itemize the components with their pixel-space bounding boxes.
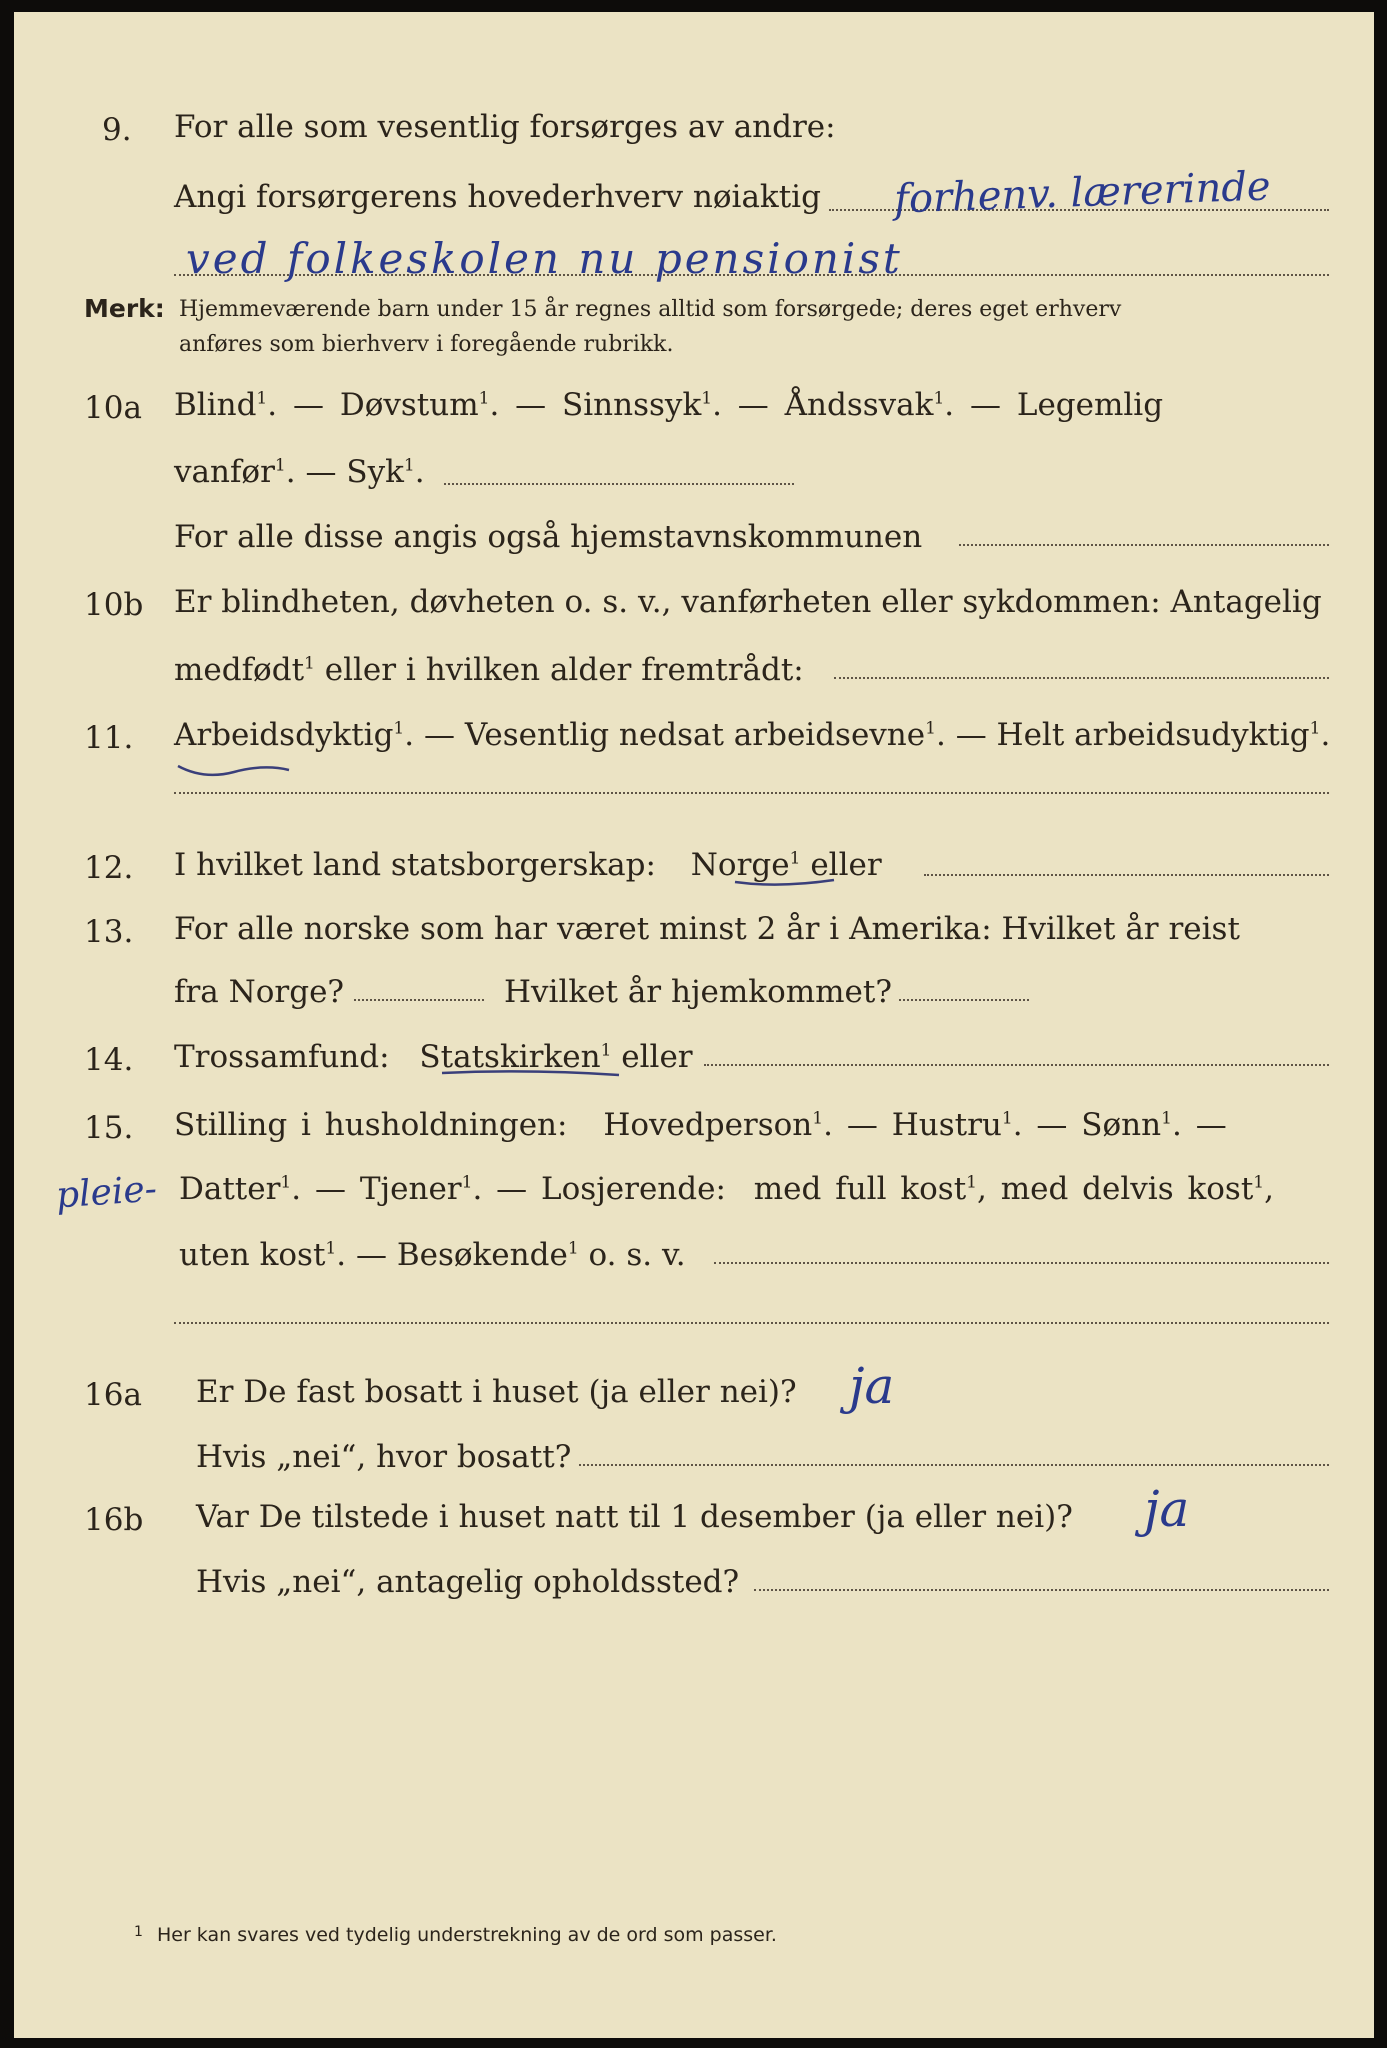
q16b-handwritten-answer: ja xyxy=(1144,1480,1190,1538)
q9-handwritten-answer-1: forhenv. lærerinde xyxy=(893,163,1272,223)
q14-underline-mark xyxy=(439,1065,624,1085)
merk-line2: anføres som bierhverv i foregående rubrikk. xyxy=(179,332,674,357)
q10a-line1: Blind$^1$. — Døvstum$^1$. — Sinnssyk$^1$. — Åndssvak$^1$. — Legemlig xyxy=(174,387,1164,423)
q12-number: 12. xyxy=(84,850,134,886)
merk-label: Merk: xyxy=(84,294,165,323)
option-udyktig: Helt arbeidsudyktig xyxy=(996,717,1310,753)
merk-line1: Hjemmeværende barn under 15 år regnes alltid som forsørgede; deres eget erhverv xyxy=(179,297,1122,322)
q16a-line1: Er De fast bosatt i huset (ja eller nei)? xyxy=(196,1374,797,1410)
q15-line1: Stilling i husholdningen: Hovedperson$^1$. — Hustru$^1$. — Sønn$^1$. — xyxy=(174,1107,1227,1143)
q11-number: 11. xyxy=(84,720,134,756)
q13-reist-line xyxy=(354,999,484,1001)
q16a-number: 16a xyxy=(84,1377,142,1413)
option-medfodt: medfødt xyxy=(174,652,305,688)
q13-fra-norge: fra Norge? xyxy=(174,974,345,1010)
q14-number: 14. xyxy=(84,1042,134,1078)
q15-answer-line-2 xyxy=(174,1322,1329,1324)
q16a-handwritten-answer: ja xyxy=(849,1357,895,1415)
q10b-line2: medfødt$^1$ eller i hvilken alder fremtrådt: xyxy=(174,652,804,688)
option-norge: Norge xyxy=(690,847,790,883)
q16b-number: 16b xyxy=(84,1502,144,1538)
q11-line: Arbeidsdyktig$^1$. — Vesentlig nedsat arbeidsevne$^1$. — Helt arbeidsudyktig$^1$. xyxy=(174,717,1331,753)
option-tjener: Tjener xyxy=(359,1171,462,1207)
q12-underline-mark xyxy=(729,874,839,894)
q14-line: Trossamfund: Statskirken$^1$ eller xyxy=(174,1039,693,1075)
q12-line: I hvilket land statsborgerskap: Norge$^1$ eller xyxy=(174,847,882,883)
q13-number: 13. xyxy=(84,914,134,950)
q13-line1: For alle norske som har været minst 2 år i Amerika: Hvilket år reist xyxy=(174,911,1240,947)
option-med-delvis-kost: med delvis kost xyxy=(1000,1171,1254,1207)
q16b-answer-line xyxy=(754,1589,1329,1591)
option-sinnssyk: Sinnssyk xyxy=(562,387,702,423)
q15-handwritten-prefix: pleie- xyxy=(54,1168,159,1217)
q10a-line3: For alle disse angis også hjemstavnskommunen xyxy=(174,519,923,555)
option-med-full-kost: med full kost xyxy=(753,1171,967,1207)
q15-number: 15. xyxy=(84,1110,134,1146)
q11-answer-line xyxy=(174,792,1329,794)
option-andssvak: Åndssvak xyxy=(784,387,934,423)
footnote xyxy=(134,1924,777,1946)
q16b-line2: Hvis „nei“, antagelig opholdssted? xyxy=(196,1564,740,1600)
q10a-answer-line xyxy=(444,483,794,485)
q13-hjemkommet: Hvilket år hjemkommet? xyxy=(504,974,892,1010)
q12-answer-line xyxy=(924,874,1329,876)
q15-line2: Datter$^1$. — Tjener$^1$. — Losjerende: med full kost$^1$, med delvis kost$^1$, xyxy=(179,1171,1274,1207)
q10b-line1: Er blindheten, døvheten o. s. v., vanførheten eller sykdommen: Antagelig xyxy=(174,584,1322,620)
q16a-line2: Hvis „nei“, hvor bosatt? xyxy=(196,1439,572,1475)
q9-line2: Angi forsørgerens hovederhverv nøiaktig xyxy=(174,179,821,215)
q13-hjemkommet-line xyxy=(899,999,1029,1001)
option-sonn: Sønn xyxy=(1081,1107,1162,1143)
option-legemlig: Legemlig xyxy=(1016,387,1164,423)
q11-underline-mark xyxy=(174,752,294,782)
option-hovedperson: Hovedperson xyxy=(603,1107,813,1143)
q9-line1: For alle som vesentlig forsørges av andre: xyxy=(174,109,836,145)
option-arbeidsdyktig: Arbeidsdyktig xyxy=(174,717,394,753)
q10b-answer-line xyxy=(834,677,1329,679)
option-vanfor: vanfør xyxy=(174,454,275,490)
q15-line3: uten kost$^1$. — Besøkende$^1$ o. s. v. xyxy=(179,1237,686,1273)
option-besokende: Besøkende xyxy=(396,1237,568,1273)
option-blind: Blind xyxy=(174,387,257,423)
option-nedsat: Vesentlig nedsat arbeidsevne xyxy=(464,717,926,753)
option-datter: Datter xyxy=(179,1171,281,1207)
option-hustru: Hustru xyxy=(891,1107,1002,1143)
q9-number: 9. xyxy=(102,112,132,148)
footnote-mark: 1 xyxy=(134,1924,143,1940)
option-uten-kost: uten kost xyxy=(179,1237,326,1273)
q10b-number: 10b xyxy=(84,587,144,623)
q14-answer-line xyxy=(704,1064,1329,1066)
option-statskirken: Statskirken xyxy=(419,1039,601,1075)
q10a-hjemstavn-line xyxy=(959,544,1329,546)
q10a-number: 10a xyxy=(84,390,142,426)
census-form-page xyxy=(14,12,1374,2038)
option-syk: Syk xyxy=(346,454,404,490)
q9-handwritten-answer-2: ved folkeskolen nu pensionist xyxy=(186,234,903,283)
q16b-line1: Var De tilstede i huset natt til 1 desember (ja eller nei)? xyxy=(196,1499,1073,1535)
q15-answer-line-1 xyxy=(714,1262,1329,1264)
q16a-answer-line xyxy=(579,1464,1329,1466)
footnote-text: Her kan svares ved tydelig understrekning av de ord som passer. xyxy=(156,1924,777,1946)
q10a-line2: vanfør$^1$. — Syk$^1$. xyxy=(174,454,425,490)
option-dovstum: Døvstum xyxy=(339,387,479,423)
